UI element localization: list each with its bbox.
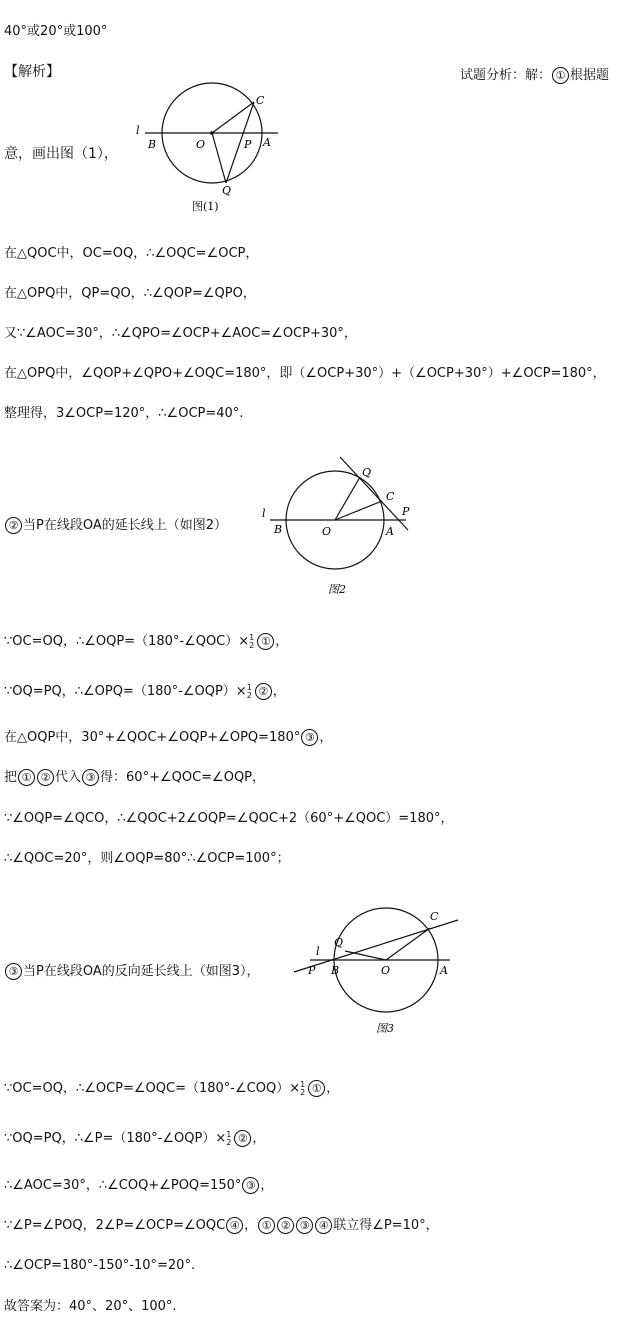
- fig2-label-c: C: [386, 490, 395, 503]
- s2-line-3: 在△OQP中，30°+∠QOC+∠OQP+∠OPQ=180° ③ ，: [4, 730, 333, 745]
- s2-line-3-text: 在△OQP中，30°+∠QOC+∠OQP+∠OPQ=180°: [4, 730, 301, 745]
- fig3-label-a: A: [440, 964, 448, 977]
- fig3-label-q: Q: [334, 936, 344, 949]
- circled-3: ③: [82, 769, 99, 786]
- circled-3: ③: [296, 1217, 313, 1234]
- circled-1: ①: [18, 769, 35, 786]
- fraction-half: 1 2: [249, 632, 255, 650]
- circled-2: ②: [37, 769, 54, 786]
- circled-4: ④: [315, 1217, 332, 1234]
- s1-line-5: 整理得，3∠OCP=120°，∴∠OCP=40°.: [4, 406, 244, 421]
- circled-3: ③: [5, 963, 22, 980]
- fig3-label-b: B: [331, 964, 340, 977]
- s3-line-5: ∴∠OCP=180°-150°-10°=20°.: [4, 1258, 196, 1273]
- circled-1: ①: [257, 633, 274, 650]
- fig1-label-o: O: [196, 138, 206, 151]
- s2-line-5: ∵∠OQP=∠QCO，∴∠QOC+2∠OQP=∠QOC+2（60°+∠QOC）=180°，: [4, 811, 454, 826]
- figure-1: [130, 82, 290, 222]
- figure-3: [290, 902, 465, 1042]
- fig2-label-l: l: [262, 507, 266, 520]
- fig1-label-b: B: [148, 138, 157, 151]
- s2-line-2: ∵OQ=PQ，∴∠OPQ=（180°-∠OQP）× 1 2 ② ，: [4, 682, 286, 700]
- circled-3: ③: [301, 729, 318, 746]
- circled-1: ①: [552, 67, 569, 84]
- fig2-label-b: B: [274, 523, 283, 536]
- case2-line: [4, 517, 227, 534]
- s1-line-3: 又∵∠AOC=30°，∴∠QPO=∠OCP+∠AOC=∠OCP+30°，: [4, 326, 357, 341]
- circled-1: ①: [258, 1217, 275, 1234]
- fig2-label-p: P: [402, 505, 410, 518]
- fig1-label-a: A: [263, 136, 271, 149]
- s1-line-4: 在△OPQ中，∠QOP+∠QPO+∠OQC=180°，即（∠OCP+30°）+（∠OCP+30°）+∠OCP=180°，: [4, 366, 606, 381]
- fraction-half: 1 2: [246, 682, 252, 700]
- fig2-label-a: A: [386, 525, 394, 538]
- analysis-head-rest: 根据题: [570, 68, 610, 83]
- fig3-label-l: l: [316, 945, 320, 958]
- s2-line-6: ∴∠QOC=20°，则∠OQP=80°∴∠OCP=100°；: [4, 851, 290, 866]
- circled-2: ②: [277, 1217, 294, 1234]
- s1-line-1: 在△QOC中，OC=OQ，∴∠OQC=∠OCP，: [4, 246, 259, 261]
- circled-2: ②: [255, 683, 272, 700]
- fraction-half: 1 2: [226, 1129, 232, 1147]
- circled-2: ②: [234, 1130, 251, 1147]
- fig3-label-c: C: [430, 910, 439, 923]
- jiexi-label: 【解析】: [4, 64, 60, 80]
- fig1-label-q: Q: [222, 184, 232, 197]
- s2-line-2-text: ∵OQ=PQ，∴∠OPQ=（180°-∠OQP）×: [4, 684, 247, 699]
- fig1-caption: 图(1): [192, 200, 219, 213]
- answer-line: 40°或20°或100°: [4, 24, 108, 39]
- fig3-label-o: O: [381, 964, 391, 977]
- fig2-label-q: Q: [362, 466, 372, 479]
- circled-2: ②: [5, 517, 22, 534]
- s2-line-1-text: ∵OC=OQ，∴∠OQP=（180°-∠QOC）×: [4, 634, 250, 649]
- circled-1: ①: [308, 1080, 325, 1097]
- s2-line-1: ∵OC=OQ，∴∠OQP=（180°-∠QOC）× 1 2 ① ，: [4, 632, 289, 650]
- analysis-head: [460, 64, 609, 84]
- s3-line-2: ∵OQ=PQ，∴∠P=（180°-∠OQP）× 1 2 ② ，: [4, 1129, 266, 1147]
- fig1-label-l: l: [136, 124, 140, 137]
- s3-line-3: ∴∠AOC=30°，∴∠COQ+∠POQ=150° ③ ，: [4, 1178, 274, 1193]
- fig2-caption: 图2: [328, 583, 346, 596]
- fig3-caption: 图3: [376, 1022, 394, 1035]
- figure-2: [258, 455, 418, 605]
- circled-4: ④: [226, 1217, 243, 1234]
- s3-line-4: ∵∠P=∠POQ，2∠P=∠OCP=∠OQC ④ ， ① ② ③ ④ 联立得∠P=10°，: [4, 1218, 439, 1233]
- case3-text: 当P在线段OA的反向延长线上（如图3），: [23, 964, 260, 979]
- circled-3: ③: [242, 1177, 259, 1194]
- fig1-label-c: C: [256, 94, 265, 107]
- case2-text: 当P在线段OA的延长线上（如图2）: [23, 518, 228, 533]
- s2-line-4: 把 ① ② 代入 ③ 得：60°+∠QOC=∠OQP，: [4, 770, 266, 785]
- analysis-head-text: 试题分析：解：: [460, 68, 552, 83]
- fraction-half: 1 2: [300, 1079, 306, 1097]
- s3-line-1: ∵OC=OQ，∴∠OCP=∠OQC=（180°-∠COQ）× 1 2 ① ，: [4, 1079, 340, 1097]
- s1-line-2: 在△OPQ中，QP=QO，∴∠QOP=∠QPO，: [4, 286, 256, 301]
- fig1-label-p: P: [244, 138, 252, 151]
- fig3-label-p: P: [308, 964, 316, 977]
- fig2-label-o: O: [322, 525, 332, 538]
- case3-line: [4, 963, 260, 980]
- final-answer: 故答案为：40°、20°、100°.: [4, 1299, 177, 1314]
- yi-text: 意，画出图（1），: [4, 146, 118, 162]
